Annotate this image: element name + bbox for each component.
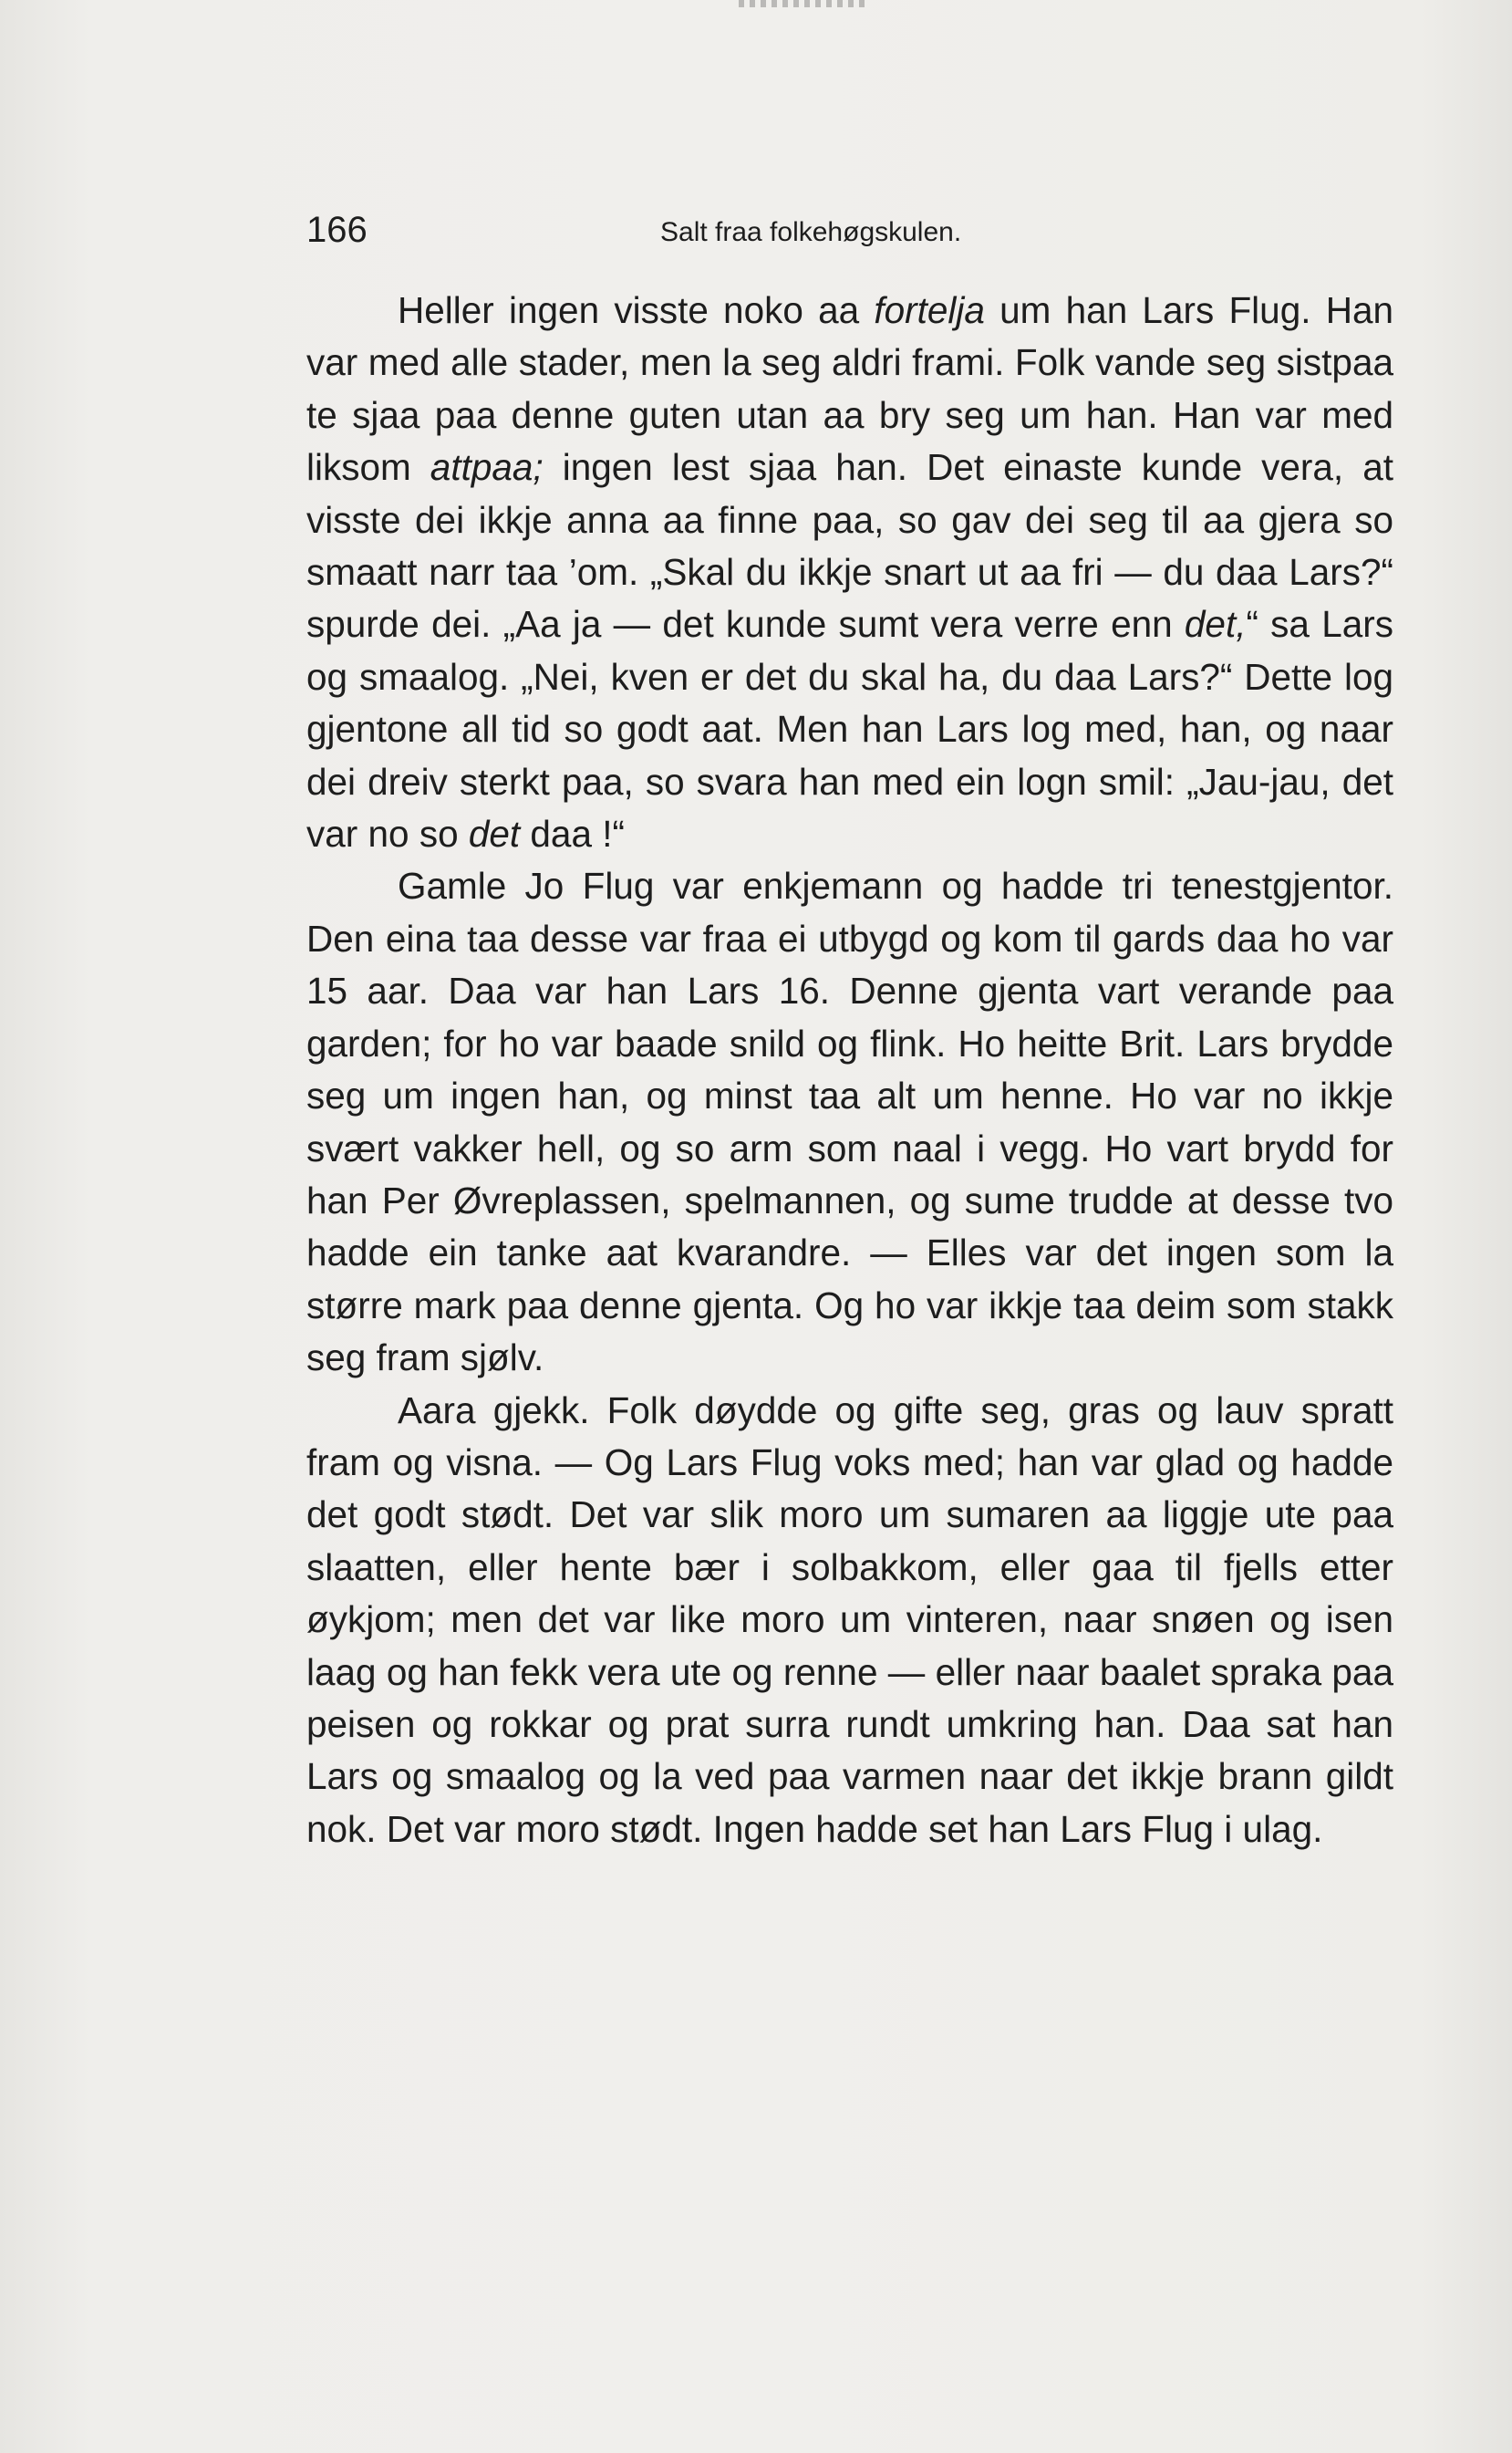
text-segment: Heller ingen visste noko aa	[398, 289, 875, 331]
italic-word: fortelja	[874, 289, 985, 331]
text-segment: um han Lars Flug. Han var med alle stader, men la seg aldri frami. Folk vande seg sistpaa te sjaa paa denne guten utan aa bry seg um han. Han var med liksom	[306, 289, 1393, 489]
italic-word: det,	[1184, 603, 1247, 646]
paragraph-2	[306, 860, 1393, 1384]
text-segment: ingen lest sjaa han. Det einaste kunde vera, at visste dei ikkje anna aa finne paa, so gav dei seg til aa gjera so smaatt narr taa ’om. „Skal du ikkje snart ut aa fri — du daa Lars?“ spurde dei. „Aa ja — det kunde sumt vera verre enn	[306, 446, 1393, 646]
scan-edge-mark	[739, 0, 866, 7]
italic-word: attpaa;	[430, 446, 544, 489]
paragraph-3	[306, 1385, 1393, 1856]
text-segment: “ sa Lars og smaalog. „Nei, kven er det du skal ha, du daa Lars?“ Dette log gjentone all tid so godt aat. Men han Lars log med, han, og naar dei dreiv sterkt paa, so svara han med ein logn smil: „Jau-jau, det var no so	[306, 603, 1393, 856]
running-title: Salt fraa folkehøgskulen.	[660, 217, 962, 247]
text-segment: Gamle Jo Flug var enkjemann og hadde tri tenestgjentor. Den eina taa desse var fraa ei utbygd og kom til gards daa ho var 15 aar. Daa var han Lars 16. Denne gjenta vart verande paa garden; for ho var baade snild og flink. Ho heitte Brit. Lars brydde seg um ingen han, og minst taa alt um henne. Ho var no ikkje svært vakker hell, og so arm som naal i vegg. Ho vart brydd for han Per Øvreplassen, spelmannen, og sume trudde at desse tvo hadde ein tanke aat kvarandre. — Elles var det ingen som la større mark paa denne gjenta. Og ho var ikkje taa deim som stakk seg fram sjølv.	[306, 865, 1393, 1379]
text-segment: Aara gjekk. Folk døydde og gifte seg, gras og lauv spratt fram og visna. — Og Lars Flug voks med; han var glad og hadde det godt stødt. Det var slik moro um sumaren aa liggje ute paa slaatten, eller hente bær i solbakkom, eller gaa til fjells etter øykjom; men det var like moro um vinteren, naar snøen og isen laag og han fekk vera ute og renne — eller naar baalet spraka paa peisen og rokkar og prat surra rundt umkring han. Daa sat han Lars og smaalog og la ved paa varmen naar det ikkje brann gildt nok. Det var moro stødt. Ingen hadde set han Lars Flug i ulag.	[306, 1388, 1393, 1850]
italic-word: det	[468, 813, 521, 856]
text-segment: daa !“	[520, 813, 625, 856]
body-text	[306, 285, 1393, 1855]
running-head	[306, 203, 1401, 266]
paragraph-1	[306, 285, 1393, 860]
page-number: 166	[306, 210, 368, 250]
